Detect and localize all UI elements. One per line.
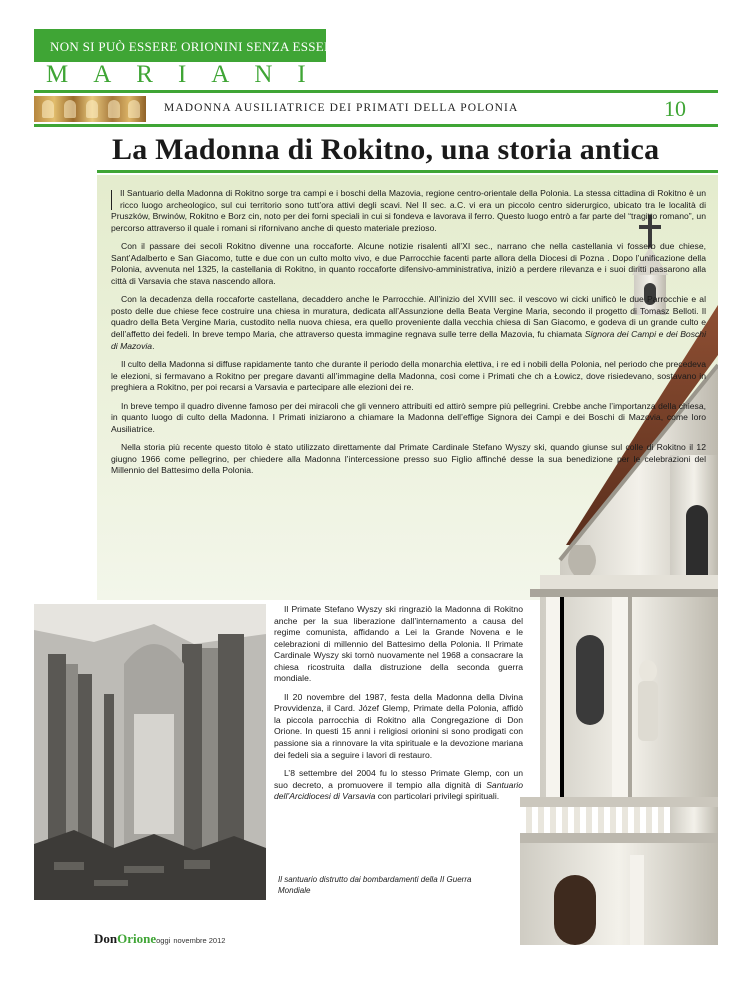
footer-brand [94,930,225,948]
article-body-upper [111,188,706,484]
title-rule [97,170,718,173]
paragraph: Il 20 novembre del 1987, festa della Madonna della Divina Provvidenza, il Card. Józef Glemp, Primate della Polonia, affidò la piccola parrocchia di Rokitno alla Congregazione di Don Orione. In questi 15 anni i religiosi orionini si sono prodigati con passione sia a rinnovare la vita spirituale e la devozione mariana dei fedeli sia a seguire i lavori di restauro. [274,691,523,760]
paragraph: Il Santuario della Madonna di Rokitno sorge tra campi e i boschi della Mazovia, regione centro-orientale della Polonia. La stessa cittadina di Rokitno è un ricco luogo archeologico, sul cui territorio sono tutt’ora attivi degli scavi. Nel II sec. a.C. vi era un piccolo centro siderurgico, ubicato tra le località di Pruszków, Brwinów, Rokitno e Borz cin, noto per dei forni speciali in cui si fondeva e lavorava il ferro. Questo luogo entrò a far parte del “tragitto romano”, un percorso attraverso il quale i romani si rifornivano anche di questo materiale prezioso. [111,188,706,233]
photo-caption: Il santuario distrutto dai bombardamenti della II Guerra Mondiale [278,875,472,895]
page-number: 10 [664,96,686,121]
paragraph: Il Primate Stefano Wyszy ski ringraziò la Madonna di Rokitno anche per la sua liberazione dall’internamento a causa del regime comunista, affidando a Lei la Grande Novena e le celebrazioni di millennio del Battesimo della Polonia. Il Primate Cardinale Wyszy ski tornò nuovamente nel 1968 a consacrare la chiesa ricostruita dalla distruzione della seconda guerra mondiale. [274,604,523,684]
header-band-text: NON SI PUÒ ESSERE ORIONINI SENZA ESSERE [50,39,342,54]
drop-cap-marker [111,190,117,210]
paragraph: Il culto della Madonna si diffuse rapidamente tanto che durante il periodo della monarchia elettiva, i re ed i nobili della Polonia, nel periodo che precedeva le elezioni, si fermavano a Rokitno per pregare davanti all’immagine della Madonna, così come i Primati che ch a Łowicz, dove risiedevano, sostavano in preghiera a Rokitno, per poi recarsi a Varsavia e partecipare alle elezioni dei re. [111,359,706,393]
header-rule [34,90,718,93]
subheading-rule [34,124,718,127]
brand-don: Don [94,931,118,946]
paragraph: Con la decadenza della roccaforte castellana, decaddero anche le Parrocchie. All’inizio del XVIII sec. il vescovo wi cicki unificò le due Parrocchie e al posto delle due chiese fece costruire una chiesa in muratura, dedicata all’Assunzione della Beata Vergine Maria, secondo il progetto di Tomasz Belloti. Il quadro della Beta Vergine Maria, custodito nella nuova chiesa, era quello proveniente dalla vecchia chiesa di San Giacomo, e godeva di un grande culto e dell’affetto dei fedeli. In breve tempo Maria, che attraverso questa immagine regnava sulle terre della Mazovia, fu chiamata Signora dei Campi e dei Boschi di Mazovia. [111,294,706,351]
section-subheading: MADONNA AUSILIATRICE DEI PRIMATI DELLA POLONIA [164,102,519,114]
paragraph: L’8 settembre del 2004 fu lo stesso Primate Glemp, con un suo decreto, a promuovere il tempio alla dignità di Santuario dell’Arcidiocesi di Varsavia con particolari privilegi spirituali. [274,768,523,802]
article-body-lower [274,604,523,810]
decorative-ornament [34,96,146,122]
ruined-sanctuary-photo [34,604,266,900]
brand-oggi: oggi [156,936,171,945]
brand-orione: Orione [117,931,157,946]
paragraph: Nella storia più recente questo titolo è stato utilizzato direttamente dal Primate Cardinale Stefano Wyszy ski, quando giunse sul colle di Rokitno il 12 giugno 1966 come pellegrino, per chiedere alla Madonna l’intercessione presso suo Figlio affinché desse la sua benedizione per le celebrazioni del Millennio del Battesimo della Polonia. [111,442,706,476]
issue-date: novembre 2012 [173,936,226,945]
section-title: MARIANI [46,61,331,88]
article-title: La Madonna di Rokitno, una storia antica [112,133,660,166]
header-band [34,29,342,62]
paragraph: In breve tempo il quadro divenne famoso per dei miracoli che gli vennero attribuiti ed attirò sempre più pellegrini. Crebbe anche l’importanza della chiesa, in quanto luogo di culto della Madonna. I Primati iniziarono a chiamare la Madonna dell’effige Signora dei Campi e dei Boschi di Mazovia, come loro Ausiliatrice. [111,400,706,434]
paragraph: Con il passare dei secoli Rokitno divenne una roccaforte. Alcune notizie risalenti all’XI sec., narrano che nella castellania vi fossero due chiese, Sant’Adalberto e San Giacomo, tutte e due con un culto molto vivo, e due Parrocchie facenti parte allora della Diocesi di Pozna . Dopo l’unificazione della Polonia, avvenuta nel 1325, la castellania di Rokitno, in quanto roccaforte difensivo-amministrativa, iniziò a perdere rilevanza e i suoi diritti passarono alla città di Varsavia che stava nascendo allora. [111,241,706,286]
